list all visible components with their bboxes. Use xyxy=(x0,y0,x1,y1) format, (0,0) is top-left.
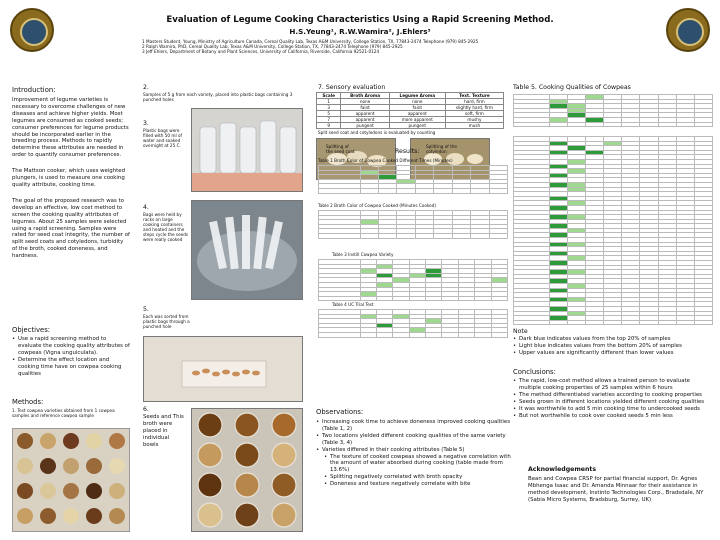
results-table-2 xyxy=(318,210,508,239)
cell: apparent xyxy=(341,111,389,117)
seeds-in-bags-photo xyxy=(143,336,303,402)
cowpea-varieties-photo xyxy=(12,428,130,532)
sensory-col-header: Legume Aroma xyxy=(389,93,445,99)
step-4-number: 4. xyxy=(143,204,149,211)
objectives-section xyxy=(12,326,130,377)
sensory-col-header: Broth Aroma xyxy=(341,93,389,99)
results-heading: Results: xyxy=(395,148,420,155)
introduction-heading: Introduction: xyxy=(12,86,56,94)
cell: faint xyxy=(389,105,445,111)
affiliation-2: 2 Ralph Wamira, PhD, Cereal Quality Lab, Texas A&M University, College Station, TX, 77843-2474 Telephone (979) 845-2925 xyxy=(142,44,403,50)
conclusions-heading: Conclusions: xyxy=(513,368,556,376)
cell: 7 xyxy=(317,117,341,123)
step-6-text: Seeds and This broth were placed in individual bowls xyxy=(143,414,184,448)
cell: hard, firm xyxy=(445,99,503,105)
poster-title: Evaluation of Legume Cooking Characteristics Using a Rapid Screening Method. xyxy=(166,15,554,25)
cooking-containers-photo xyxy=(191,200,303,300)
step-5-number: 5. xyxy=(143,306,149,313)
cotyledon-caption: Splitting of the cotyledon xyxy=(426,144,457,155)
soaking-bags-photo xyxy=(191,108,303,192)
step-2-number: 2. xyxy=(143,84,149,91)
sensory-col-header: Scale xyxy=(317,93,341,99)
affiliation-3: 3 Jeff Ehlers, Department of Botany and Plant Sciences, University of California, Riverside, California 92521-0124 xyxy=(142,49,380,55)
note-item: • Light blue indicates values from the bottom 20% of samples xyxy=(513,343,713,350)
cell: soft, firm xyxy=(445,111,503,117)
table-2-caption: Table 2 Broth Color of Cowpea Cooked (Minutes Cooked) xyxy=(318,203,437,208)
results-table-1 xyxy=(318,165,508,194)
poster-authors: H.S.Yeung¹, R.W.Wamira², J.Ehlers³ xyxy=(289,27,431,36)
seed-coat-caption: Splitting of the seed coat xyxy=(326,144,355,155)
note-item: • Upper values are significantly different than lower values xyxy=(513,350,713,357)
conclusion-item: • The method differentiated varieties according to cooking properties xyxy=(513,392,713,399)
acknowledgements-heading: Acknowledgements xyxy=(528,466,597,473)
table-5-caption: Table 5. Cooking Qualities of Cowpeas xyxy=(513,84,631,91)
cell: none xyxy=(341,99,389,105)
conclusion-item: • Seeds grown in different locations yielded different cooking qualities xyxy=(513,399,713,406)
observation-item: • Two locations yielded different cooking qualities of the same variety (Table 3, 4) xyxy=(316,433,512,447)
broth-bowls-photo xyxy=(191,408,303,532)
introduction-section xyxy=(12,86,130,260)
left-university-seal xyxy=(10,8,54,52)
observations-heading: Observations: xyxy=(316,408,364,416)
objectives-heading: Objectives: xyxy=(12,326,51,334)
cell: mush xyxy=(445,123,503,129)
table-4-caption: Table 4 UC Trial Test xyxy=(332,302,374,307)
introduction-paragraph-1: Improvement of legume varieties is necessary to overcome challenges of new diseases and achieve higher yields. Most legumes are consumed as cooked seeds; consumer preferences for legume products should be incorporated earlier in the breeding process. Methods to rapidly determine these attributes are needed in order to quantify consumer preferences. xyxy=(12,97,129,159)
table-5-summary xyxy=(513,94,713,127)
conclusions-section xyxy=(513,368,713,419)
cell: faint xyxy=(341,105,389,111)
right-university-seal xyxy=(666,8,710,52)
cell: pungent xyxy=(389,123,445,129)
cell: apparent xyxy=(341,117,389,123)
step-3-text: Plastic bags were filled with 50 ml of water and soaked overnight at 25 C. xyxy=(143,128,183,149)
acknowledgements-text: Bean and Cowpea CRSP for partial financial support, Dr. Agnes Mbhenga Isaac and Dr. Amanda Minnaar for their assistance in method development, Instinto Technologies Corp., Bradsdale, NY (Sabia Micro Systems, Bradsburg, Surrey, UK) xyxy=(528,476,704,503)
cell: mushy xyxy=(445,117,503,123)
step-4-text: Bags were held by racks on large cooking containers and heated and the steps cycle the seeds were really cooked xyxy=(143,212,189,243)
acknowledgements-section xyxy=(528,466,710,504)
affiliation-1: 1 Masters Student, Young, Ministry of Agriculture Canada, Cereal Quality Lab, Texas A&M University, College Station, TX, 77843-2474 Telephone (979) 845-2925 xyxy=(142,39,479,44)
cell: slightly hard, firm xyxy=(445,105,503,111)
sensory-col-header: Text. Texture xyxy=(445,93,503,99)
observation-item: • Increasing cook time to achieve doneness improved cooking qualities (Table 1, 2) xyxy=(316,419,512,433)
objective-item: • Determine the effect location and cooking time have on cowpea cooking qualities xyxy=(12,357,130,378)
cell: 9 xyxy=(317,123,341,129)
observation-sub-item: • Splitting negatively correlated with broth opacity xyxy=(324,474,512,481)
table-1-caption: Table 1 Broth Color of Cowpea Cooked Different Times (Minutes) xyxy=(318,158,453,163)
cell: more apparent xyxy=(389,117,445,123)
step-5-text: Each was sorted from plastic bags through a punched hole xyxy=(143,314,190,330)
objective-item: • Use a rapid screening method to evaluate the cooking quality attributes of cowpeas (Vigna unguiculata). xyxy=(12,336,130,357)
observation-sub-item: • The texture of cooked cowpeas showed a negative correlation with the amount of water absorbed during cooking (table made from 13.6%) xyxy=(324,454,512,475)
step-6-number: 6. xyxy=(143,406,149,413)
introduction-paragraph-2: The Mattson cooker, which uses weighted plungers, is used to measure one cooking quality attribute, cooking time. xyxy=(12,168,126,188)
methods-heading: Methods: xyxy=(12,398,44,406)
sensory-footnote: Split seed coat and cotyledons is evaluated by counting xyxy=(318,130,436,135)
step-3-number: 3. xyxy=(143,120,149,127)
cell: 3 xyxy=(317,105,341,111)
cell: 1 xyxy=(317,99,341,105)
conclusion-item: • The rapid, low-cost method allows a trained person to evaluate multiple cooking properties of 25 samples within 6 hours xyxy=(513,378,713,392)
observation-item: • Varieties differed in their cooking attributes (Table 5) xyxy=(316,447,512,454)
notes-section xyxy=(513,328,713,357)
observation-sub-item: • Doneness and texture negatively correlate with bite xyxy=(324,481,512,488)
notes-heading: Note xyxy=(513,328,528,335)
conclusion-item: • It was worthwhile to add 5 min cooking time to undercooked seeds xyxy=(513,406,713,413)
sensory-scale-table xyxy=(316,92,504,129)
conclusion-item: • But not worthwhile to cook over cooked seeds 5 min less xyxy=(513,413,713,420)
methods-section xyxy=(12,398,130,418)
cell: apparent xyxy=(389,111,445,117)
methods-step-1: 1. Test cowpea varieties obtained from 1 cowpea samples and reference cowpea sample xyxy=(12,408,115,419)
affiliations xyxy=(142,39,582,54)
note-item: • Dark blue indicates values from the top 20% of samples xyxy=(513,336,713,343)
results-table-3 xyxy=(318,259,508,301)
cell: pungent xyxy=(341,123,389,129)
table-row xyxy=(317,123,504,129)
cell: none xyxy=(389,99,445,105)
sensory-heading: 7. Sensory evaluation xyxy=(318,84,386,91)
observations-section xyxy=(316,408,512,488)
introduction-paragraph-3: The goal of the proposed research was to develop an effective, low cost method to screen the cooking quality attributes of legumes. About 25 samples were selected using a rapid screening. Samples were rated for seed coat integrity, the number of split seed coats and cotyledons, turbidity of the broth, cooked doneness, and hardness. xyxy=(12,197,130,260)
results-table-4 xyxy=(318,309,508,338)
cell: 5 xyxy=(317,111,341,117)
table-3-caption: Table 3 Instill Cowpea Variety xyxy=(332,252,394,257)
step-2-text: Samples of 5 g from each variety, placed into plastic bags containing 3 punched holes xyxy=(143,92,293,103)
table-5-varieties xyxy=(513,136,713,325)
